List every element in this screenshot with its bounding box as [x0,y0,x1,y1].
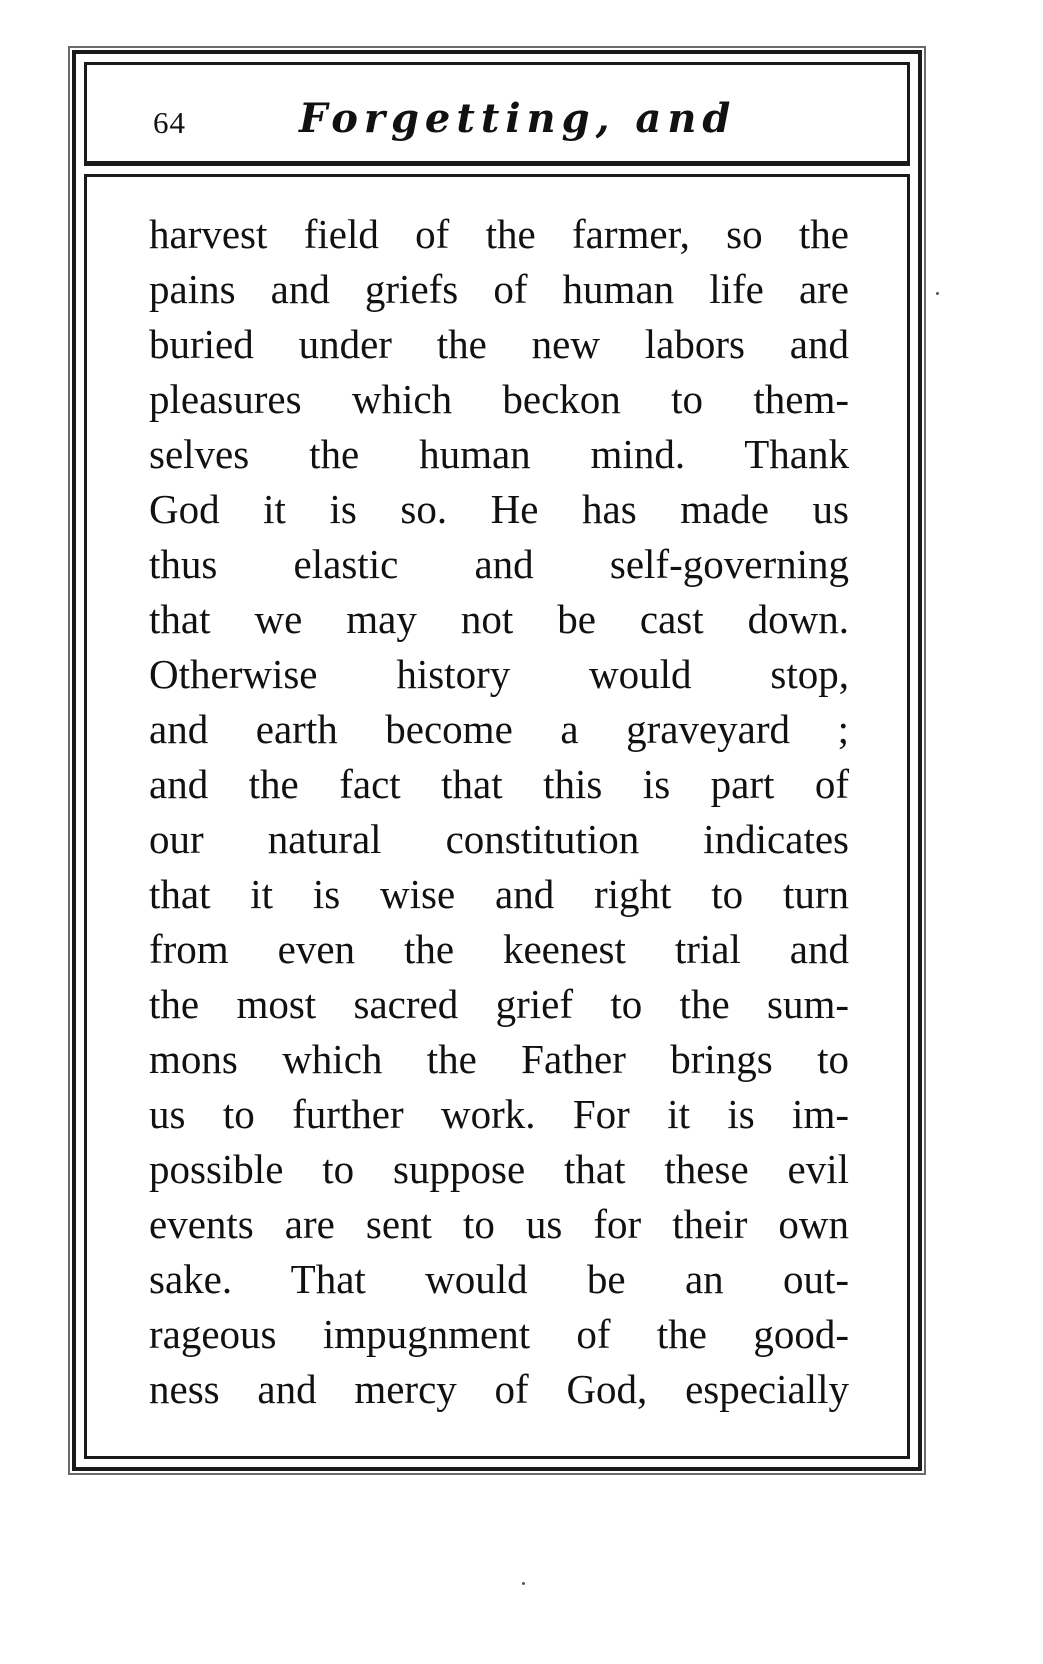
text-line: that it is wise and right to turn [149,871,849,917]
running-header [84,62,910,166]
text-line: us to further work. For it is im- [149,1091,849,1137]
text-line: our natural constitution indicates [149,816,849,862]
text-line: thus elastic and self-governing [149,541,849,587]
text-line: mons which the Father brings to [149,1036,849,1082]
text-line: pleasures which beckon to them- [149,376,849,422]
text-line: ness and mercy of God, especially [149,1366,849,1412]
text-line: and earth become a graveyard ; [149,706,849,752]
text-line: events are sent to us for their own [149,1201,849,1247]
text-line: and the fact that this is part of [149,761,849,807]
text-line: buried under the new labors and [149,321,849,367]
page-frame [72,50,922,1471]
body-text-frame [84,174,910,1459]
running-head-title: Forgetting, and [299,95,737,142]
text-line: that we may not be cast down. [149,596,849,642]
text-line: pains and griefs of human life are [149,266,849,312]
text-line: God it is so. He has made us [149,486,849,532]
stray-ink-mark [936,292,939,295]
text-line: possible to suppose that these evil [149,1146,849,1192]
text-line: the most sacred grief to the sum- [149,981,849,1027]
text-line: selves the human mind. Thank [149,431,849,477]
text-line: Otherwise history would stop, [149,651,849,697]
page-number: 64 [153,105,186,140]
text-line: from even the keenest trial and [149,926,849,972]
text-line: harvest field of the farmer, so the [149,211,849,257]
text-line: rageous impugnment of the good- [149,1311,849,1357]
stray-ink-mark [522,1582,525,1585]
body-text [149,207,849,1417]
text-line: sake. That would be an out- [149,1256,849,1302]
